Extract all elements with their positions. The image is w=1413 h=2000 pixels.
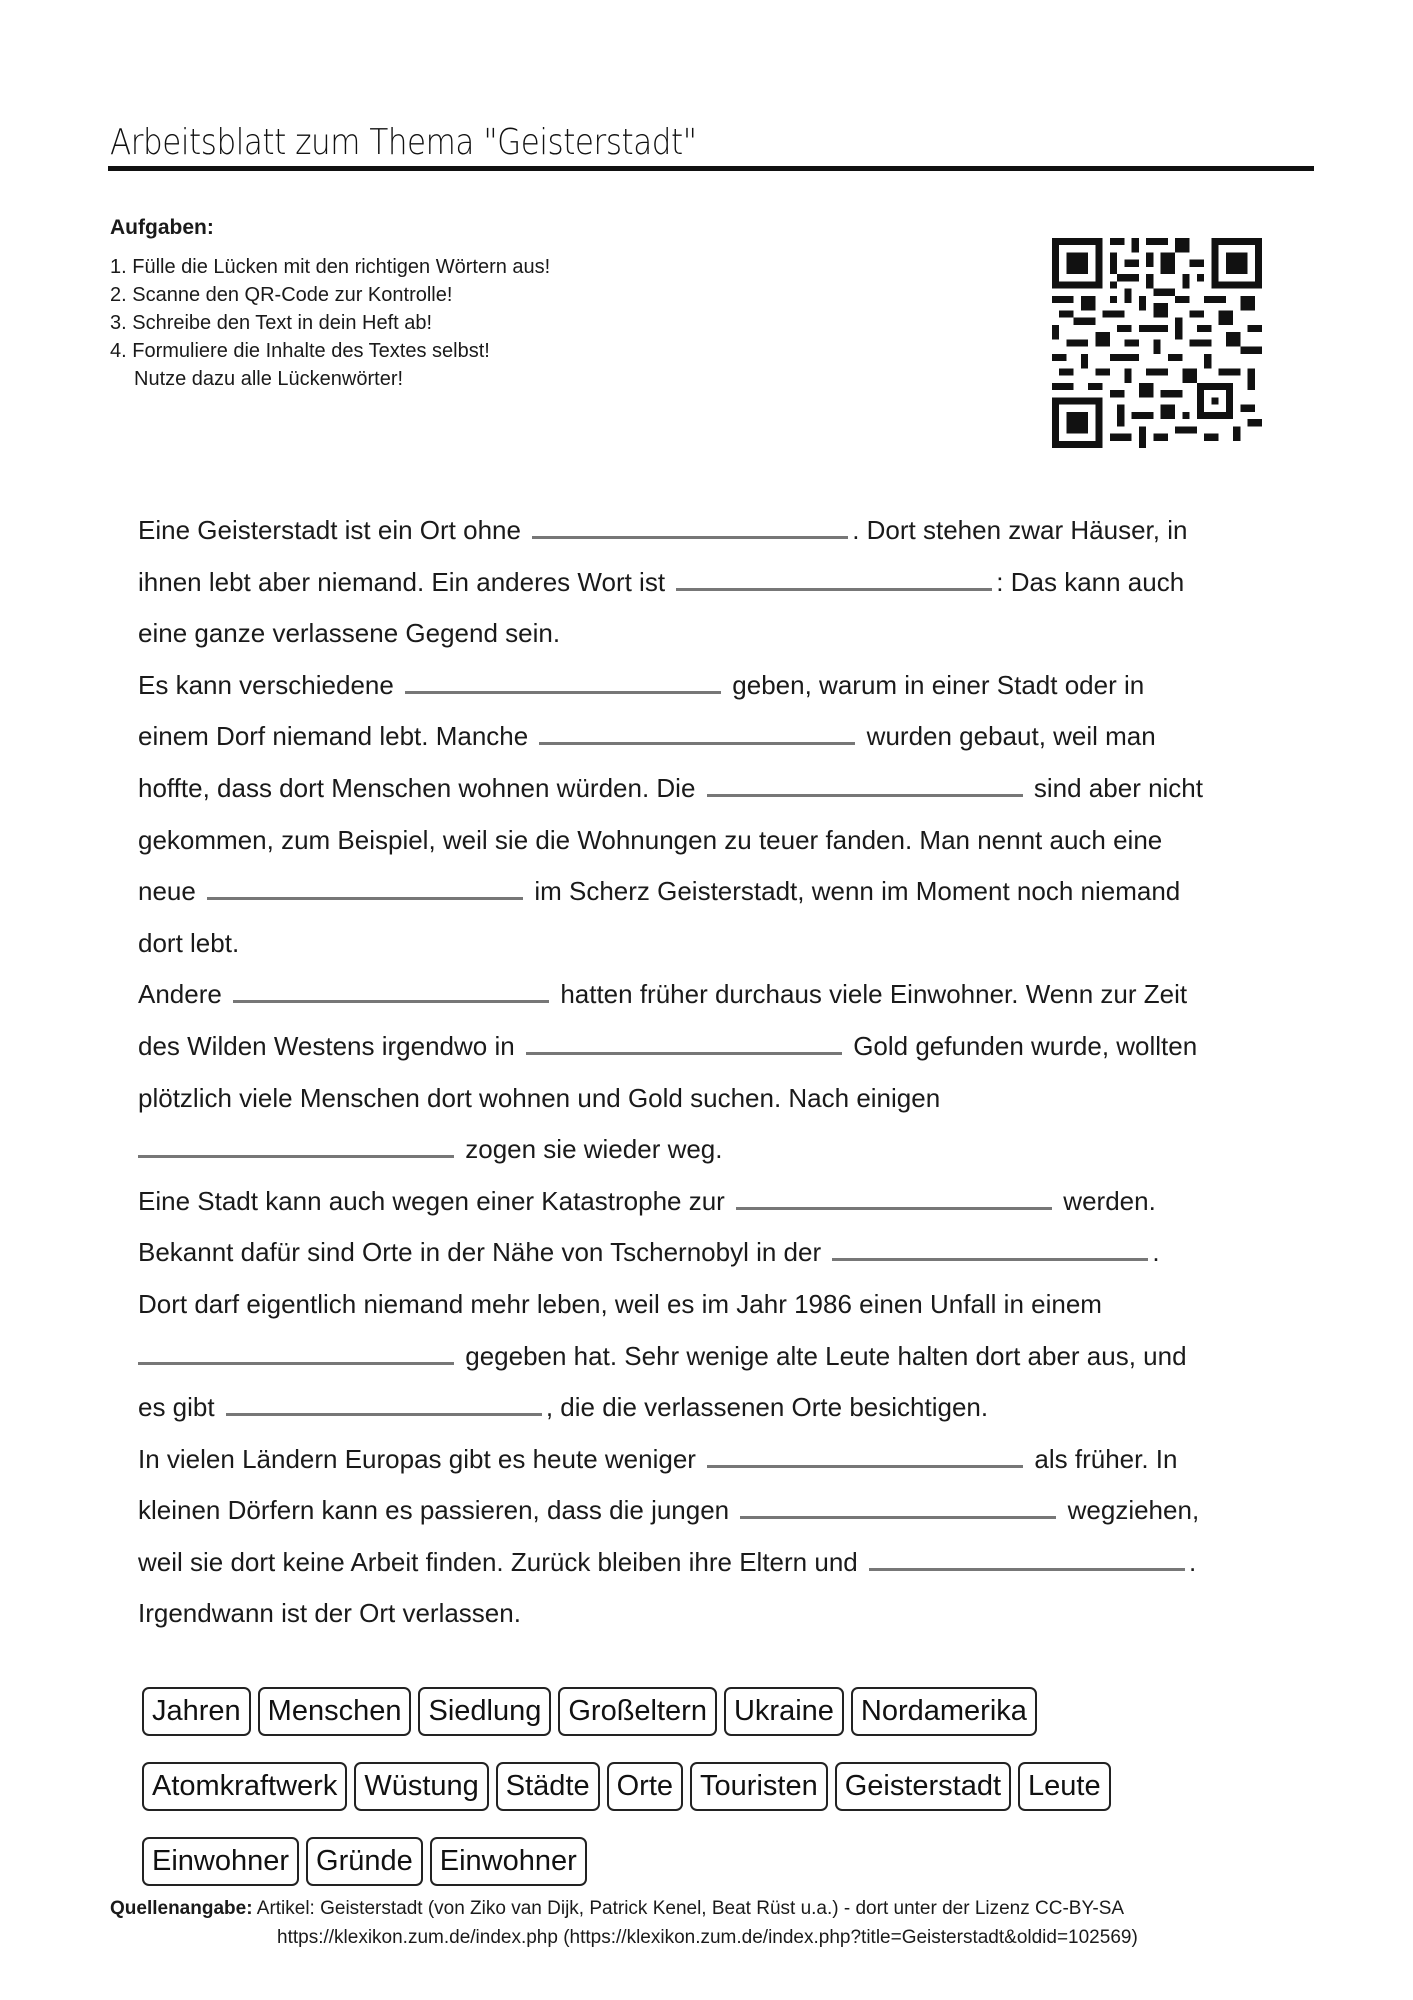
qr-code-icon (1052, 238, 1262, 448)
text-line (138, 1073, 1338, 1125)
word-chip[interactable]: Jahren (142, 1687, 251, 1736)
word-chip[interactable]: Siedlung (418, 1687, 551, 1736)
text-line (138, 1227, 1338, 1279)
text-segment: neue (138, 876, 196, 907)
task-item: 2. Scanne den QR-Code zur Kontrolle! (110, 284, 453, 306)
blank-field[interactable] (226, 1389, 542, 1416)
text-segment: einem Dorf niemand lebt. Manche (138, 721, 529, 752)
source-label: Quellenangabe: (110, 1898, 253, 1919)
text-segment: zogen sie wieder weg. (465, 1134, 723, 1165)
text-line (138, 1485, 1338, 1537)
source-text: Artikel: Geisterstadt (von Ziko van Dijk, Patrick Kenel, Beat Rüst u.a.) - dort unter der Lizenz CC-BY-SA (256, 1898, 1125, 1919)
text-segment: kleinen Dörfern kann es passieren, dass die jungen (138, 1495, 730, 1526)
text-line (138, 1434, 1338, 1486)
word-chip[interactable]: Nordamerika (851, 1687, 1037, 1736)
text-segment: sind aber nicht (1033, 772, 1203, 803)
text-segment: weil sie dort keine Arbeit finden. Zurück bleiben ihre Eltern und (138, 1546, 858, 1577)
text-segment: Bekannt dafür sind Orte in der Nähe von Tschernobyl in der (138, 1237, 822, 1268)
blank-field[interactable] (832, 1234, 1148, 1261)
text-segment: Es kann verschiedene (138, 669, 394, 700)
text-segment: Eine Geisterstadt ist ein Ort ohne (138, 515, 521, 545)
word-chip[interactable]: Städte (496, 1762, 600, 1811)
text-segment: hoffte, dass dort Menschen wohnen würden. Die (138, 772, 696, 803)
text-segment: plötzlich viele Menschen dort wohnen und Gold suchen. Nach einigen (138, 1082, 941, 1113)
text-line (138, 866, 1338, 918)
text-line (138, 557, 1338, 609)
word-chip[interactable]: Leute (1018, 1762, 1111, 1811)
text-segment: als früher. In (1034, 1443, 1178, 1474)
text-line (138, 1588, 1338, 1640)
blank-field[interactable] (707, 770, 1023, 797)
text-line (138, 763, 1338, 815)
blank-field[interactable] (405, 667, 721, 694)
text-line (138, 608, 1338, 660)
word-chip[interactable]: Gründe (306, 1837, 423, 1886)
source-citation (110, 1894, 1138, 1952)
word-chip[interactable]: Orte (607, 1762, 683, 1811)
word-chip[interactable]: Atomkraftwerk (142, 1762, 347, 1811)
text-segment: Eine Stadt kann auch wegen einer Katastrophe zur (138, 1185, 725, 1216)
tasks-heading: Aufgaben: (110, 216, 214, 239)
source-url: https://klexikon.zum.de/index.php (https://klexikon.zum.de/index.php?title=Geisterstadt&oldid=102569) (277, 1927, 1138, 1948)
text-line (138, 969, 1338, 1021)
word-chip[interactable]: Großeltern (558, 1687, 717, 1736)
task-item: 3. Schreibe den Text in dein Heft ab! (110, 312, 433, 334)
blank-field[interactable] (233, 976, 549, 1003)
task-item: 4. Formuliere die Inhalte des Textes selbst! (110, 340, 490, 362)
word-chip[interactable]: Ukraine (724, 1687, 844, 1736)
text-segment: wegziehen, (1067, 1495, 1200, 1526)
text-line (138, 1124, 1338, 1176)
word-chip[interactable]: Touristen (690, 1762, 828, 1811)
task-item (110, 365, 550, 393)
text-segment: eine ganze verlassene Gegend sein. (138, 618, 561, 649)
text-segment: . Dort stehen zwar Häuser, in (852, 515, 1188, 545)
text-line (138, 815, 1338, 867)
word-chip[interactable]: Menschen (258, 1687, 412, 1736)
text-segment: , die die verlassenen Orte besichtigen. (545, 1392, 989, 1423)
text-line (138, 918, 1338, 970)
text-segment: Irgendwann ist der Ort verlassen. (138, 1598, 521, 1629)
blank-field[interactable] (532, 512, 848, 539)
blank-field[interactable] (539, 718, 855, 745)
text-segment: gekommen, zum Beispiel, weil sie die Wohnungen zu teuer fanden. Man nennt auch eine (138, 824, 1163, 855)
task-list (110, 253, 550, 393)
blank-field[interactable] (676, 564, 992, 591)
text-segment: ihnen lebt aber niemand. Ein anderes Wort ist (138, 566, 666, 597)
blank-field[interactable] (138, 1131, 454, 1158)
text-line (138, 1331, 1338, 1383)
word-bank (142, 1687, 1292, 1886)
text-line (138, 1279, 1338, 1331)
text-line (138, 1382, 1338, 1434)
text-line (138, 505, 1338, 557)
task-item-text: Nutze dazu alle Lückenwörter! (134, 368, 404, 390)
text-segment: hatten früher durchaus viele Einwohner. Wenn zur Zeit (560, 979, 1188, 1010)
blank-field[interactable] (740, 1492, 1056, 1519)
text-segment: es gibt (138, 1392, 215, 1423)
word-chip[interactable]: Wüstung (354, 1762, 488, 1811)
cloze-text (138, 505, 1338, 1640)
blank-field[interactable] (869, 1544, 1185, 1571)
blank-field[interactable] (138, 1338, 454, 1365)
title-underline (108, 166, 1314, 171)
task-item: 1. Fülle die Lücken mit den richtigen Wörtern aus! (110, 256, 551, 278)
blank-field[interactable] (526, 1028, 842, 1055)
text-segment: . (1152, 1237, 1160, 1268)
text-line (138, 1021, 1338, 1073)
text-segment: werden. (1063, 1185, 1156, 1216)
text-segment: Dort darf eigentlich niemand mehr leben, weil es im Jahr 1986 einen Unfall in einem (138, 1288, 1102, 1319)
text-line (138, 711, 1338, 763)
text-segment: Andere (138, 979, 222, 1010)
text-segment: Gold gefunden wurde, wollten (853, 1030, 1198, 1061)
blank-field[interactable] (207, 873, 523, 900)
text-line (138, 660, 1338, 712)
text-segment: im Scherz Geisterstadt, wenn im Moment noch niemand (534, 876, 1181, 907)
text-segment: dort lebt. (138, 927, 240, 958)
page-title: Arbeitsblatt zum Thema "Geisterstadt" (110, 122, 697, 163)
blank-field[interactable] (707, 1441, 1023, 1468)
text-segment: des Wilden Westens irgendwo in (138, 1030, 515, 1061)
text-segment: geben, warum in einer Stadt oder in (732, 669, 1145, 700)
text-segment: gegeben hat. Sehr wenige alte Leute halten dort aber aus, und (465, 1340, 1187, 1371)
text-segment: wurden gebaut, weil man (866, 721, 1156, 752)
text-line (138, 1176, 1338, 1228)
text-segment: . (1188, 1546, 1197, 1577)
text-line (138, 1537, 1338, 1589)
word-chip[interactable]: Einwohner (142, 1837, 299, 1886)
word-chip[interactable]: Einwohner (430, 1837, 587, 1886)
blank-field[interactable] (736, 1183, 1052, 1210)
text-segment: In vielen Ländern Europas gibt es heute weniger (138, 1443, 696, 1474)
word-chip[interactable]: Geisterstadt (835, 1762, 1011, 1811)
text-segment: : Das kann auch (996, 566, 1185, 597)
